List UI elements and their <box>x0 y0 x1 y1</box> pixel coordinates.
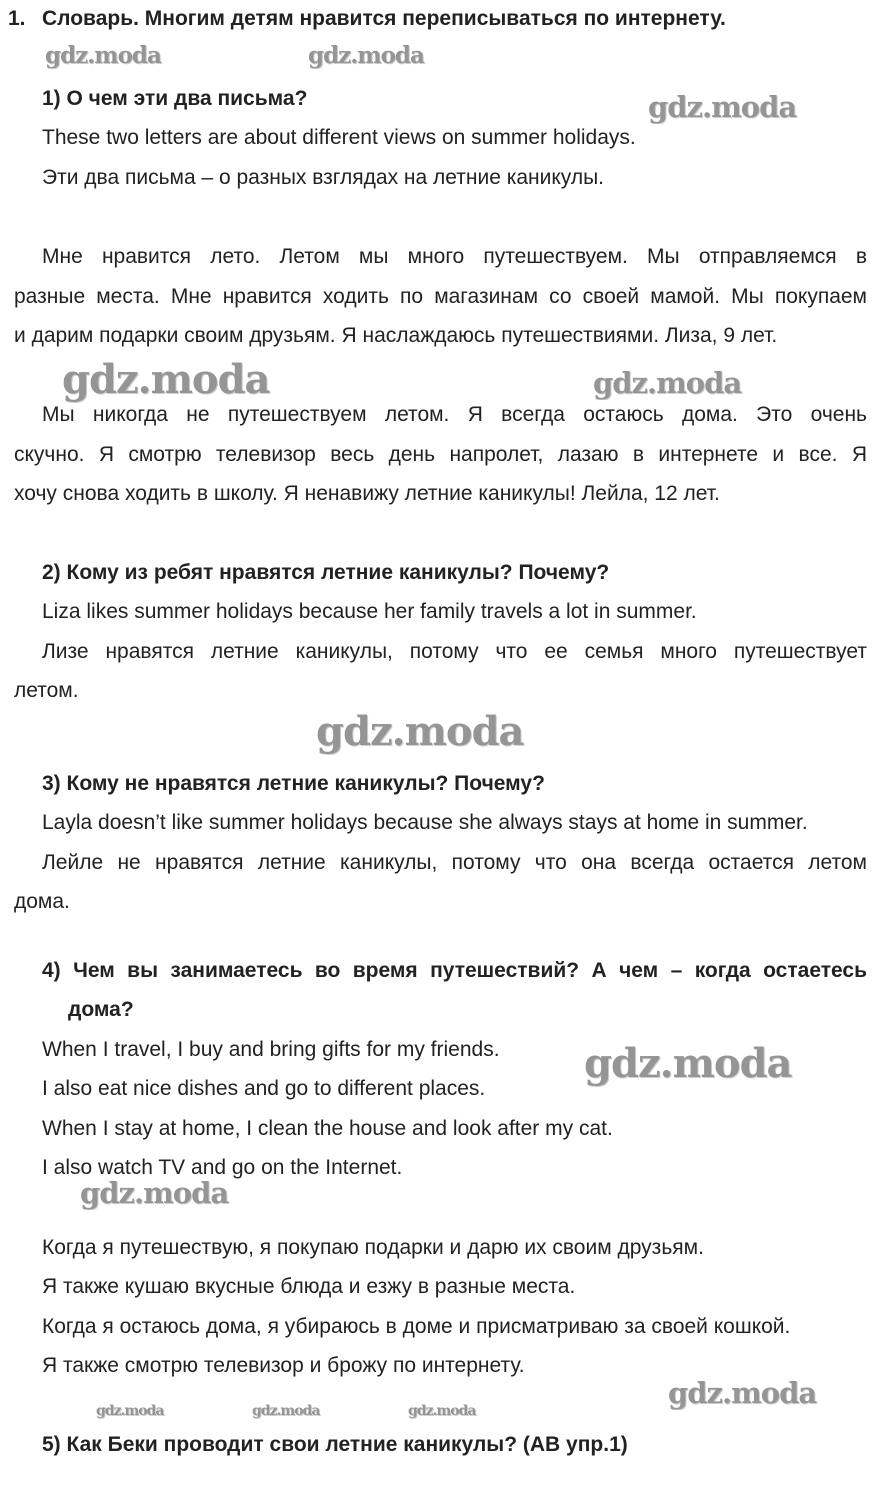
answer-4-ru-line: Когда я остаюсь дома, я убираюсь в доме и присматриваю за своей кошкой. <box>42 1315 791 1338</box>
answer-4-en-line: When I stay at home, I clean the house and look after my cat. <box>42 1117 613 1140</box>
watermark: gdz.moda <box>252 1403 320 1419</box>
watermark: gdz.moda <box>96 1403 164 1419</box>
answer-2-ru-cont: летом. <box>14 679 79 702</box>
watermark: gdz.moda <box>80 1176 229 1210</box>
question-3: 3) Кому не нравятся летние каникулы? Почему? <box>42 772 545 795</box>
question-1: 1) О чем эти два письма? <box>42 87 308 110</box>
question-4: 4) Чем вы занимаетесь во время путешествий? А чем – когда остаетесь <box>42 959 867 982</box>
answer-4-ru-line: Я также смотрю телевизор и брожу по интернету. <box>42 1354 525 1377</box>
task-number: 1. <box>8 7 26 30</box>
task-title: Словарь. Многим детям нравится переписываться по интернету. <box>42 7 726 30</box>
watermark: gdz.moda <box>584 1040 792 1087</box>
question-2: 2) Кому из ребят нравятся летние каникулы? Почему? <box>42 561 610 584</box>
answer-3-ru-cont: дома. <box>14 890 70 913</box>
answer-4-ru-line: Когда я путешествую, я покупаю подарки и дарю их своим друзьям. <box>42 1236 704 1259</box>
letter-1-line: Мне нравится лето. Летом мы много путешествуем. Мы отправляемся в <box>42 245 867 268</box>
answer-1-en: These two letters are about different views on summer holidays. <box>42 126 636 149</box>
answer-4-ru-line: Я также кушаю вкусные блюда и езжу в разные места. <box>42 1275 576 1298</box>
answer-2-en: Liza likes summer holidays because her family travels a lot in summer. <box>42 600 697 623</box>
answer-3-en: Layla doesn’t like summer holidays because she always stays at home in summer. <box>42 811 808 834</box>
watermark: gdz.moda <box>45 42 161 69</box>
letter-2-line: Мы никогда не путешествуем летом. Я всегда остаюсь дома. Это очень <box>42 403 867 426</box>
watermark: gdz.moda <box>62 356 270 403</box>
watermark: gdz.moda <box>593 366 742 400</box>
watermark: gdz.moda <box>648 90 797 124</box>
watermark: gdz.moda <box>308 42 424 69</box>
question-5: 5) Как Беки проводит свои летние каникулы? (AB упр.1) <box>42 1433 628 1456</box>
answer-4-en-line: I also eat nice dishes and go to different places. <box>42 1077 486 1100</box>
question-4-cont: дома? <box>68 998 134 1021</box>
watermark: gdz.moda <box>408 1403 476 1419</box>
watermark: gdz.moda <box>668 1376 817 1410</box>
letter-2-line: хочу снова ходить в школу. Я ненавижу летние каникулы! Лейла, 12 лет. <box>14 482 720 505</box>
letter-1-line: и дарим подарки своим друзьям. Я наслаждаюсь путешествиями. Лиза, 9 лет. <box>14 324 778 347</box>
answer-1-ru: Эти два письма – о разных взглядах на летние каникулы. <box>42 166 605 189</box>
letter-1-line: разные места. Мне нравится ходить по магазинам со своей мамой. Мы покупаем <box>14 285 867 308</box>
answer-4-en-line: When I travel, I buy and bring gifts for my friends. <box>42 1038 500 1061</box>
answer-2-ru: Лизе нравятся летние каникулы, потому что ее семья много путешествует <box>42 640 867 663</box>
watermark: gdz.moda <box>316 708 524 755</box>
answer-4-en-line: I also watch TV and go on the Internet. <box>42 1156 403 1179</box>
answer-3-ru: Лейле не нравятся летние каникулы, потому что она всегда остается летом <box>42 851 867 874</box>
letter-2-line: скучно. Я смотрю телевизор весь день напролет, лазаю в интернете и все. Я <box>14 443 867 466</box>
